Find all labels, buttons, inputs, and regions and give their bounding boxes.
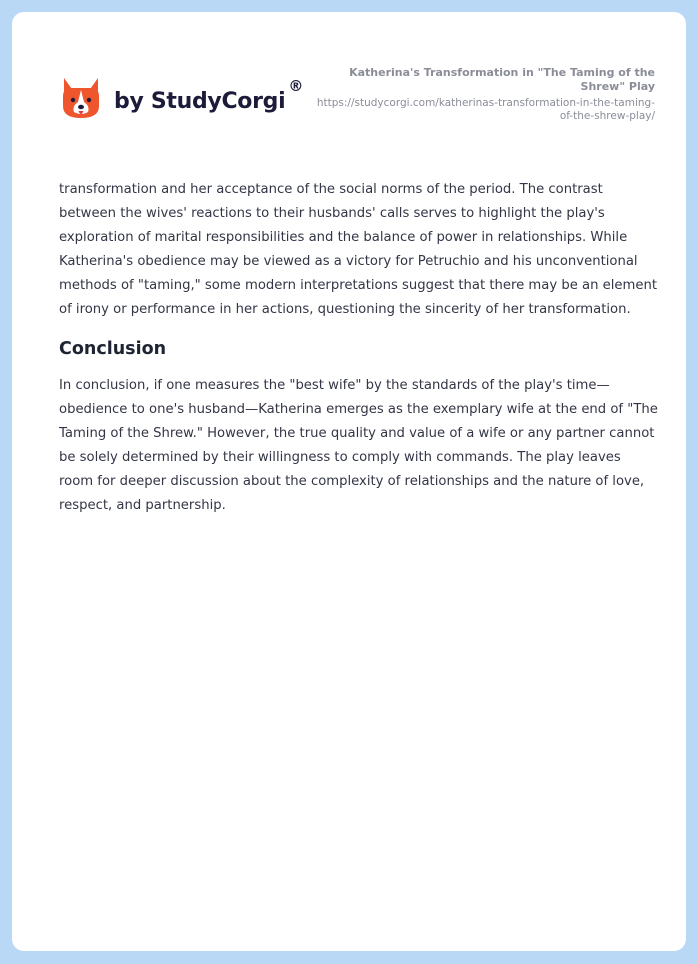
section-heading-conclusion: Conclusion: [59, 339, 167, 359]
document-title: Katherina's Transformation in "The Taming of the Shrew" Play: [349, 66, 655, 93]
registered-mark: ®: [288, 77, 304, 95]
document-meta: [315, 66, 655, 123]
corgi-logo-icon: [60, 76, 102, 120]
studycorgi-logo[interactable]: [60, 76, 303, 120]
document-url[interactable]: https://studycorgi.com/katherinas-transformation-in-the-taming-of-the-shrew-play/: [316, 97, 655, 122]
document-body: [59, 178, 659, 518]
conclusion-paragraph: In conclusion, if one measures the "best wife" by the standards of the play's time—obedience to one's husband—Katherina emerges as the exemplary wife at the end of "The Taming of the Shrew." However, the true quality and value of a wife or any partner cannot be solely determined by their willingness to comply with commands. The play leaves room for deeper discussion about the complexity of relationships and the nature of love, respect, and partnership.: [59, 378, 658, 513]
body-paragraph: transformation and her acceptance of the social norms of the period. The contrast between the wives' reactions to their husbands' calls serves to highlight the play's exploration of marital responsibilities and the balance of power in relationships. While Katherina's obedience may be viewed as a victory for Petruchio and his unconventional methods of "taming," some modern interpretations suggest that there may be an element of irony or performance in her actions, questioning the sincerity of her transformation.: [59, 182, 658, 317]
brand-name: by StudyCorgi: [114, 88, 286, 114]
document-page: [12, 12, 686, 951]
